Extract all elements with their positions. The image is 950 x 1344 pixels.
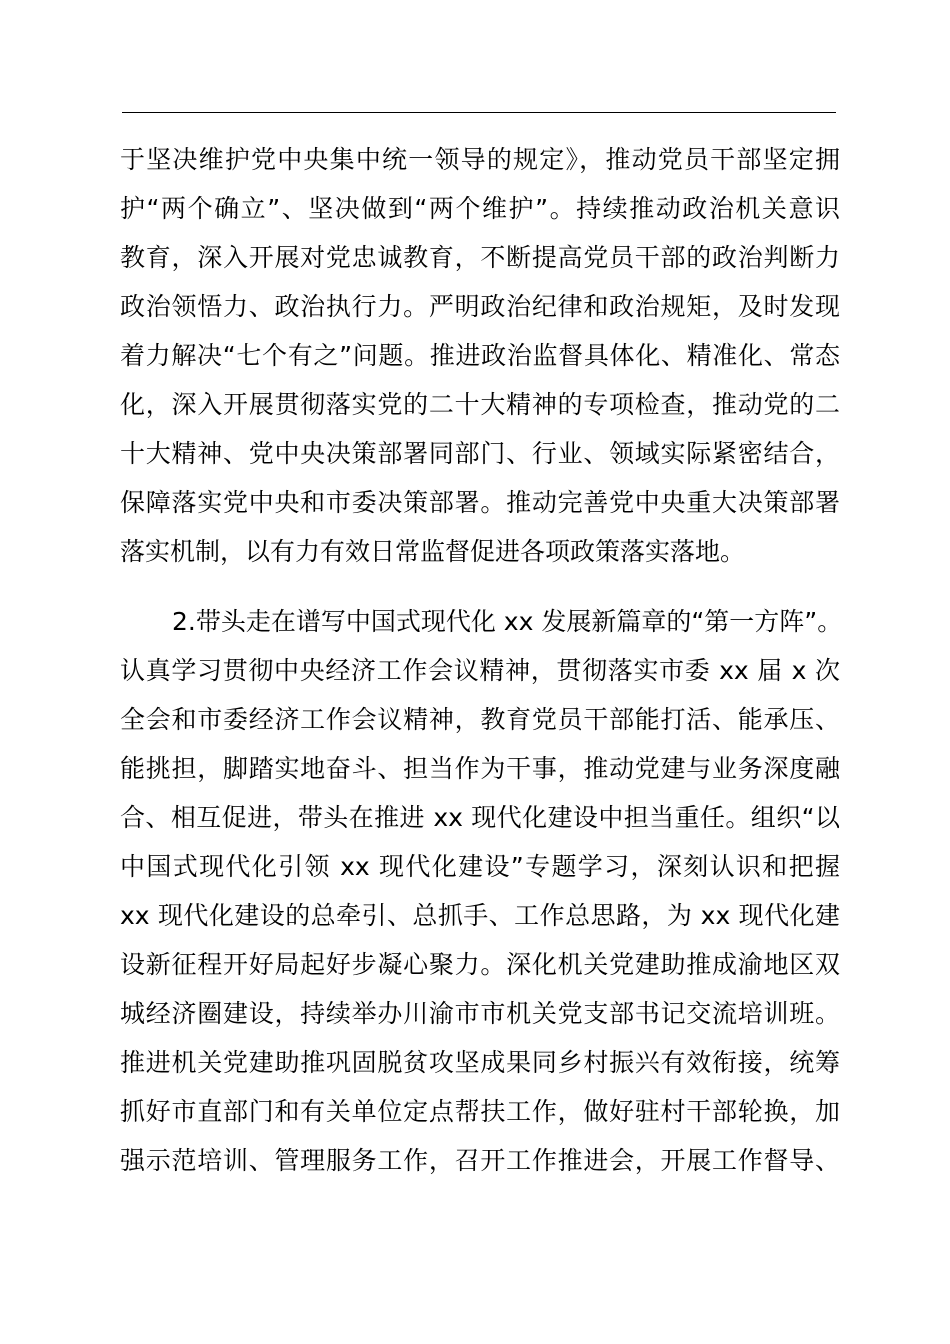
body-line: 落实机制，以有力有效日常监督促进各项政策落实落地。 (120, 537, 746, 566)
body-line: 推进机关党建助推巩固脱贫攻坚成果同乡村振兴有效衔接，统筹 (120, 1048, 840, 1077)
body-line: 于坚决维护党中央集中统一领导的规定》，推动党员干部坚定拥 (120, 145, 840, 174)
section-heading-line: 2.带头走在谱写中国式现代化 xx 发展新篇章的“第一方阵”。 (172, 607, 843, 636)
body-line: 护“两个确立”、坚决做到“两个维护”。持续推动政治机关意识 (120, 194, 840, 223)
body-line: xx 现代化建设的总牵引、总抓手、工作总思路，为 xx 现代化建 (120, 901, 840, 930)
body-line: 中国式现代化引领 xx 现代化建设”专题学习，深刻认识和把握 (120, 852, 840, 881)
body-line: 城经济圈建设，持续举办川渝市市机关党支部书记交流培训班。 (120, 999, 840, 1028)
body-line: 抓好市直部门和有关单位定点帮扶工作，做好驻村干部轮换，加 (120, 1097, 840, 1126)
body-line: 强示范培训、管理服务工作，召开工作推进会，开展工作督导、 (120, 1146, 840, 1175)
body-line: 着力解决“七个有之”问题。推进政治监督具体化、精准化、常态 (120, 341, 840, 370)
header-rule (122, 112, 836, 113)
body-line: 政治领悟力、政治执行力。严明政治纪律和政治规矩，及时发现 (120, 292, 840, 321)
body-line: 设新征程开好局起好步凝心聚力。深化机关党建助推成渝地区双 (120, 950, 840, 979)
body-line: 十大精神、党中央决策部署同部门、行业、领域实际紧密结合， (120, 439, 840, 468)
body-line: 全会和市委经济工作会议精神，教育党员干部能打活、能承压、 (120, 705, 840, 734)
body-line: 认真学习贯彻中央经济工作会议精神，贯彻落实市委 xx 届 x 次 (120, 656, 840, 685)
body-line: 教育，深入开展对党忠诚教育，不断提高党员干部的政治判断力 (120, 243, 840, 272)
body-line: 能挑担，脚踏实地奋斗、担当作为干事，推动党建与业务深度融 (120, 754, 840, 783)
body-line: 化，深入开展贯彻落实党的二十大精神的专项检查，推动党的二 (120, 390, 840, 419)
body-line: 保障落实党中央和市委决策部署。推动完善党中央重大决策部署 (120, 488, 840, 517)
body-line: 合、相互促进，带头在推进 xx 现代化建设中担当重任。组织“以 (120, 803, 840, 832)
